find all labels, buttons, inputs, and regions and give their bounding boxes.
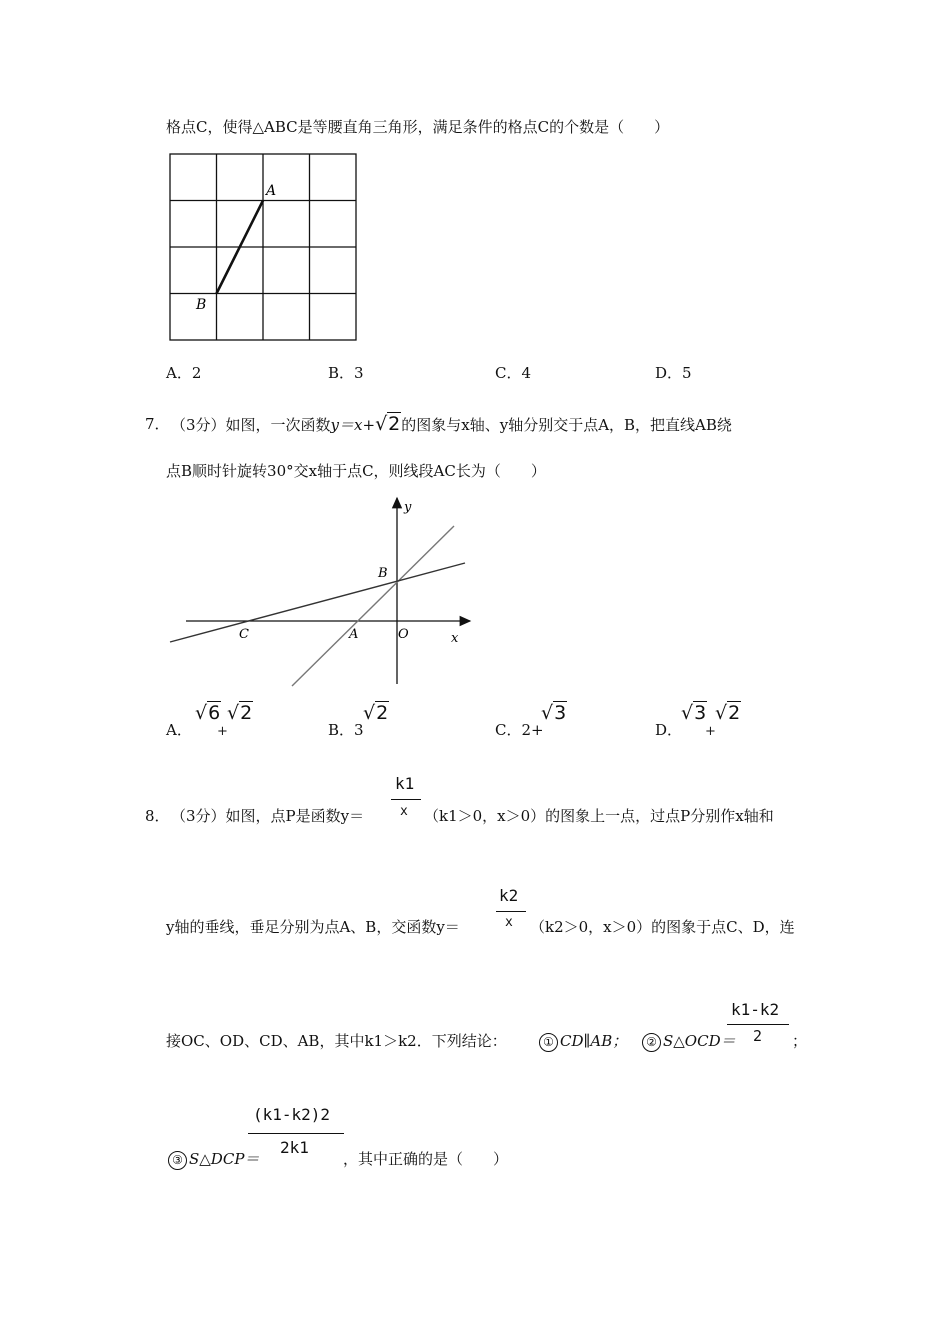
q7-option-a-plus: + (217, 724, 228, 739)
q7-option-a-letter: A． (166, 721, 192, 739)
q7-option-d-plus: + (705, 724, 716, 739)
q6-stem: 格点C，使得△ABC是等腰直角三角形，满足条件的格点C的个数是（ ） (166, 118, 670, 136)
point-b-label: B (378, 566, 388, 581)
q7-option-a-sqrt2: √2 (227, 702, 253, 724)
origin-label: O (398, 627, 409, 642)
frac1-bar (391, 799, 421, 800)
q7-option-d-sqrt2: √2 (715, 702, 741, 724)
q7-option-b-letter: B．3 (328, 721, 364, 739)
q7-option-a-sqrt6: √6 (195, 702, 221, 724)
semicolon: ； (792, 1032, 808, 1050)
q8-line2-post: （k2＞0，x＞0）的图象于点C、D，连 (530, 918, 795, 936)
q6-grid-figure (168, 152, 360, 344)
point-a-label: A (266, 183, 277, 199)
q7-option-b-sqrt2: √2 (363, 702, 389, 724)
q8-line1-pre: （3分）如图，点P是函数y＝ (171, 807, 365, 825)
frac4-denominator: 2k1 (280, 1138, 309, 1157)
q6-option-a: A．2 (166, 364, 202, 382)
q8-line3-pre: 接OC、OD、CD、AB，其中k1＞k2．下列结论： (166, 1032, 507, 1050)
conclusion-1: ① CD∥AB； (537, 1031, 627, 1052)
q7-line2: 点B顺时针旋转30°交x轴于点C，则线段AC长为（ ） (166, 462, 546, 480)
q6-option-d: D．5 (655, 364, 692, 382)
q7-number: 7． (145, 415, 170, 433)
q7-line1: （3分）如图，一次函数y＝x+√2的图象与x轴、y轴分别交于点A，B，把直线AB绕 (171, 413, 732, 435)
frac4-numerator: (k1-k2)2 (253, 1105, 331, 1124)
frac2-denominator: x (505, 915, 513, 930)
frac1-numerator: k1 (395, 774, 415, 793)
point-a-label: A (349, 627, 359, 642)
q7-option-c-letter: C．2+ (495, 721, 544, 739)
frac1-denominator: x (400, 804, 408, 819)
frac3-denominator: 2 (753, 1027, 763, 1045)
x-axis-label: x (451, 631, 459, 646)
line-ab (292, 526, 454, 686)
q7-option-d-sqrt3: √3 (681, 702, 707, 724)
conclusion-2: ② S△OCD＝ (640, 1031, 736, 1052)
q8-line4-post: ，其中正确的是（ ） (343, 1150, 509, 1168)
q8-number: 8． (145, 807, 170, 825)
frac3-numerator: k1-k2 (731, 1000, 780, 1019)
point-b-label: B (196, 297, 207, 313)
frac3-bar (727, 1024, 789, 1025)
sqrt-2: √2 (375, 413, 401, 435)
q8-line1-post: （k1＞0，x＞0）的图象上一点，过点P分别作x轴和 (424, 807, 774, 825)
q6-option-b: B．3 (328, 364, 364, 382)
frac4-bar (248, 1133, 344, 1134)
q6-option-c: C．4 (495, 364, 532, 382)
point-c-label: C (239, 627, 249, 642)
q7-option-c-sqrt3: √3 (541, 702, 567, 724)
line-bc (170, 563, 465, 642)
q7-graph (168, 494, 478, 690)
q7-option-d-letter: D． (655, 721, 683, 739)
q8-line2-pre: y轴的垂线，垂足分别为点A、B，交函数y＝ (166, 918, 460, 936)
frac2-bar (496, 911, 526, 912)
y-axis-label: y (404, 500, 412, 515)
frac2-numerator: k2 (499, 886, 519, 905)
conclusion-3: ③ S△DCP＝ (166, 1149, 259, 1170)
